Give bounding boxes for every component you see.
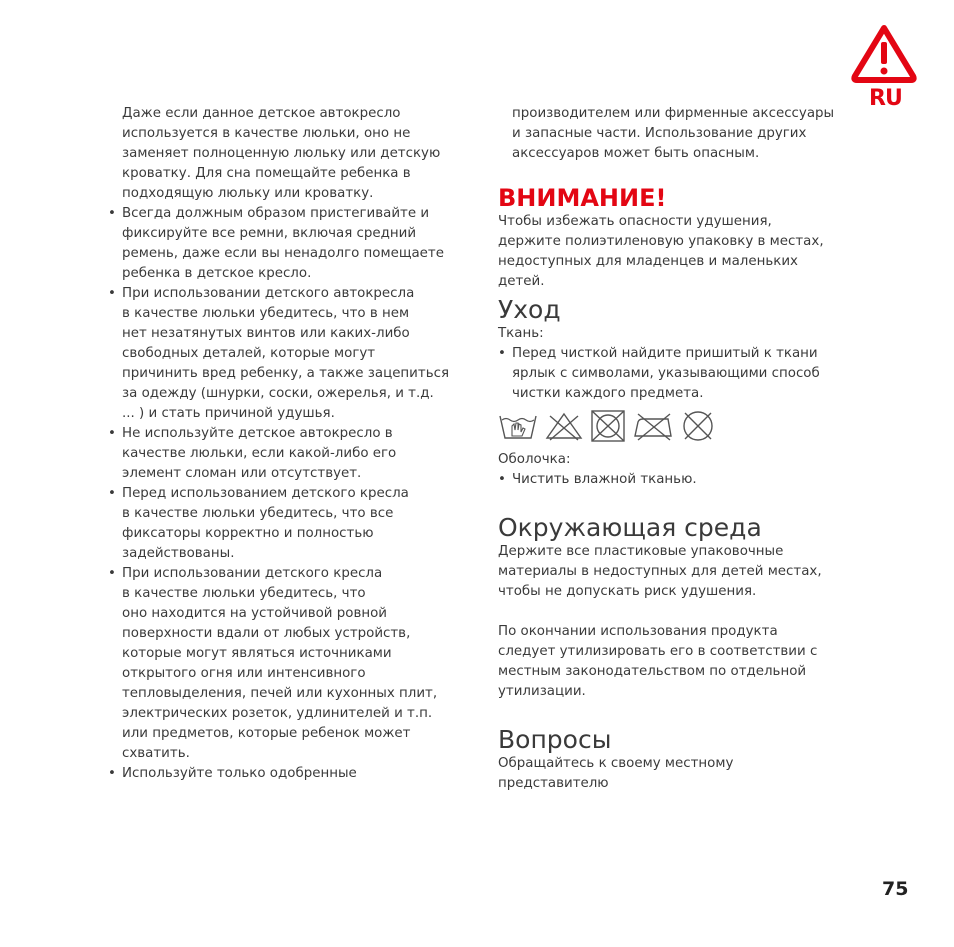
text-line: задействованы.	[122, 546, 235, 561]
intro-text	[108, 104, 468, 204]
text-line: Не используйте детское автокресло в	[122, 426, 393, 441]
care-heading: Уход	[498, 295, 561, 324]
bullet-icon: •	[108, 566, 116, 581]
text-line: электрических розеток, удлинителей и т.п.	[122, 706, 433, 721]
text-line: в качестве люльки убедитесь, что в нем	[122, 306, 410, 321]
text-line: ярлык с символами, указывающими способ	[512, 366, 820, 381]
list-item	[108, 284, 468, 424]
text-line: недоступных для младенцев и маленьких	[498, 254, 798, 269]
bullet-icon: •	[498, 346, 506, 361]
text-line: подходящую люльку или кроватку.	[122, 186, 374, 201]
no-iron-icon	[632, 410, 674, 442]
text-line: ремень, даже если вы ненадолго помещаете	[122, 246, 444, 261]
bullet-icon: •	[108, 766, 116, 781]
list-item	[108, 564, 468, 764]
warning-heading: ВНИМАНИЕ!	[498, 184, 667, 212]
bullet-icon: •	[108, 486, 116, 501]
text-line: за одежду (шнурки, соски, ожерелья, и т.д.	[122, 386, 434, 401]
text-line: тепловыделения, печей или кухонных плит,	[122, 686, 438, 701]
warning-text	[498, 212, 843, 292]
text-line: элемент сломан или отсутствует.	[122, 466, 362, 481]
text-line: которые могут являться источниками	[122, 646, 392, 661]
text-line: чтобы не допускать риск удушения.	[498, 584, 757, 599]
language-code: RU	[869, 86, 902, 111]
fabric-label: Ткань:	[498, 326, 544, 341]
right-column	[498, 104, 843, 794]
text-line: качестве люльки, если какой-либо его	[122, 446, 397, 461]
text-line: Используйте только одобренные	[122, 766, 357, 781]
text-line: Перед чисткой найдите пришитый к ткани	[512, 346, 818, 361]
text-line: материалы в недоступных для детей местах,	[498, 564, 822, 579]
text-line: Всегда должным образом пристегивайте и	[122, 206, 430, 221]
text-line: свободных деталей, которые могут	[122, 346, 376, 361]
text-line: схватить.	[122, 746, 190, 761]
bullet-icon: •	[108, 426, 116, 441]
text-line: чистки каждого предмета.	[512, 386, 704, 401]
environment-heading: Окружающая среда	[498, 513, 762, 542]
page-number: 75	[882, 878, 909, 900]
text-line: используется в качестве люльки, оно не	[122, 126, 411, 141]
list-item	[108, 204, 468, 284]
text-line: кроватку. Для сна помещайте ребенка в	[122, 166, 411, 181]
bullet-icon: •	[108, 286, 116, 301]
no-bleach-icon	[544, 410, 584, 442]
text-line: Обращайтесь к своему местному	[498, 756, 734, 771]
bullet-icon: •	[498, 472, 506, 487]
text-line: При использовании детского автокресла	[122, 286, 415, 301]
text-line: При использовании детского кресла	[122, 566, 383, 581]
text-line: открытого огня или интенсивного	[122, 666, 366, 681]
text-line: фиксаторы корректно и полностью	[122, 526, 374, 541]
text-line: утилизации.	[498, 684, 586, 699]
text-line: или предметов, которые ребенок может	[122, 726, 411, 741]
list-item	[108, 424, 468, 484]
text-line: заменяет полноценную люльку или детскую	[122, 146, 441, 161]
text-line: аксессуаров может быть опасным.	[512, 146, 760, 161]
environment-text	[498, 542, 843, 702]
text-line: и запасные части. Использование других	[512, 126, 807, 141]
text-line: нет незатянутых винтов или каких-либо	[122, 326, 410, 341]
list-item	[108, 484, 468, 564]
questions-text	[498, 754, 843, 794]
no-dry-clean-icon	[680, 409, 716, 443]
text-line: По окончании использования продукта	[498, 624, 778, 639]
list-item	[498, 470, 843, 490]
text-line: следует утилизировать его в соответствии с	[498, 644, 818, 659]
shell-label: Оболочка:	[498, 452, 571, 467]
text-line: детей.	[498, 274, 545, 289]
text-line: ребенка в детское кресло.	[122, 266, 312, 281]
text-line: фиксируйте все ремни, включая средний	[122, 226, 417, 241]
text-line: оно находится на устойчивой ровной	[122, 606, 388, 621]
left-column	[108, 104, 468, 784]
list-item	[108, 764, 468, 784]
bullet-list	[108, 204, 468, 784]
no-tumble-dry-icon	[590, 409, 626, 443]
hand-wash-icon	[498, 410, 538, 442]
text-line: в качестве люльки убедитесь, что все	[122, 506, 394, 521]
text-line: причинить вред ребенку, а также зацепиться	[122, 366, 449, 381]
text-line: представителю	[498, 776, 609, 791]
list-item	[498, 344, 843, 404]
text-line: поверхности вдали от любых устройств,	[122, 626, 411, 641]
text-line: ... ) и стать причиной удушья.	[122, 406, 335, 421]
text-line: Держите все пластиковые упаковочные	[498, 544, 784, 559]
text-line: местным законодательством по отдельной	[498, 664, 807, 679]
questions-heading: Вопросы	[498, 725, 612, 754]
continuation-text	[498, 104, 843, 164]
text-line: Даже если данное детское автокресло	[122, 106, 401, 121]
bullet-icon: •	[108, 206, 116, 221]
care-symbols	[498, 410, 843, 442]
text-line: держите полиэтиленовую упаковку в местах,	[498, 234, 824, 249]
text-line: Чтобы избежать опасности удушения,	[498, 214, 772, 229]
text-line: Чистить влажной тканью.	[512, 472, 697, 487]
text-line: в качестве люльки убедитесь, что	[122, 586, 366, 601]
text-line: производителем или фирменные аксессуары	[512, 106, 835, 121]
text-line: Перед использованием детского кресла	[122, 486, 409, 501]
